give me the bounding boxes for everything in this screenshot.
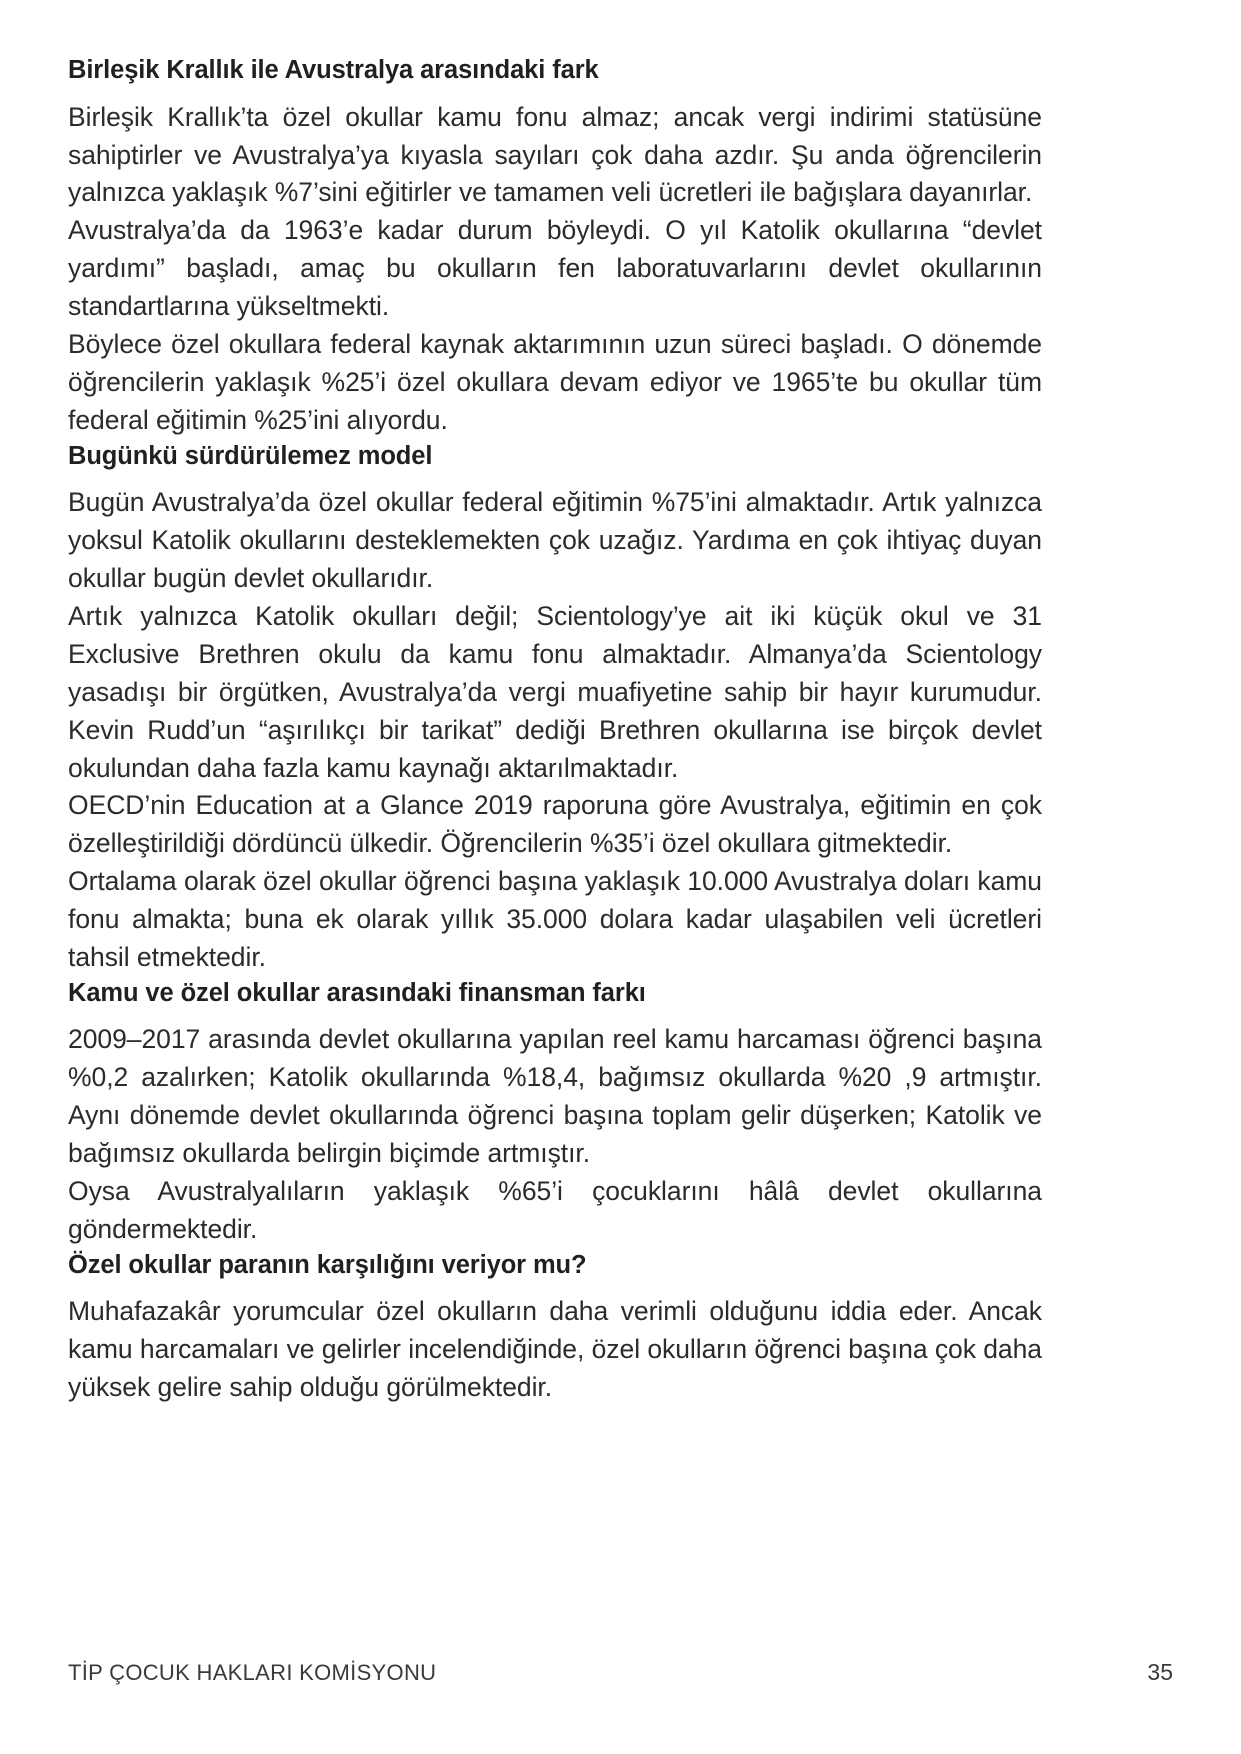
body-paragraph: Bugün Avustralya’da özel okullar federal eğitimin %75’ini almaktadır. Artık yalnızca yoksul Katolik okullarını desteklemekten çok uzağız. Yardıma en çok ihtiyaç duyan okullar bugün devlet okullarıdır. [68, 487, 1042, 594]
body-paragraph: Ortalama olarak özel okullar öğrenci başına yaklaşık 10.000 Avustralya doları kamu fonu almakta; buna ek olarak yıllık 35.000 dolara kadar ulaşabilen veli ücretleri tahsil etmektedir. [68, 866, 1042, 972]
paragraph-block [68, 212, 1042, 326]
body-paragraph: OECD’nin Education at a Glance 2019 raporuna göre Avustralya, eğitimin en çok özelleştirildiği dördüncü ülkedir. Öğrencilerin %35’i özel okullara gitmektedir. [68, 790, 1042, 859]
body-paragraph: 2009–2017 arasında devlet okullarına yapılan reel kamu harcaması öğrenci başına %0,2 azalırken; Katolik okullarında %18,4, bağımsız okullarda %20 ,9 artmıştır. Aynı dönemde devlet okullarında öğrenci başına toplam gelir düşerken; Katolik ve bağımsız okullarda belirgin biçimde artmıştır. [68, 1024, 1042, 1169]
section-heading-block [68, 440, 1042, 473]
paragraph-block [68, 1173, 1042, 1249]
section-heading: Özel okullar paranın karşılığını veriyor mu? [68, 1250, 587, 1279]
paragraph-block [68, 1021, 1042, 1173]
section-heading-block [68, 54, 1042, 87]
body-paragraph: Avustralya’da da 1963’e kadar durum böyleydi. O yıl Katolik okullarına “devlet yardımı” başladı, amaç bu okulların fen laboratuvarlarını devlet okullarının standartlarına yükseltmekti. [68, 215, 1042, 322]
page-title: Birleşik Krallık ile Avustralya arasındaki fark [68, 56, 599, 84]
section-heading-block [68, 1249, 1042, 1282]
body-paragraph: Artık yalnızca Katolik okulları değil; Scientology’ye ait iki küçük okul ve 31 Exclusive Brethren okulu da kamu fonu almaktadır. Almanya’da Scientology yasadışı bir örgütken, Avustralya’da vergi muafiyetine sahip bir hayır kurumudur. Kevin Rudd’un “aşırılıkçı bir tarikat” dediği Brethren okullarına ise birçok devlet okulundan daha fazla kamu kaynağı aktarılmaktadır. [68, 600, 1042, 783]
body-paragraph: Muhafazakâr yorumcular özel okulların daha verimli olduğunu iddia eder. Ancak kamu harcamaları ve gelirler incelendiğinde, özel okulların öğrenci başına çok daha yüksek gelire sahip olduğu görülmektedir. [68, 1296, 1042, 1403]
paragraph-block [68, 863, 1042, 977]
footer-organization: TİP ÇOCUK HAKLARI KOMİSYONU [68, 1660, 437, 1685]
paragraph-block [68, 326, 1042, 440]
section-heading: Kamu ve özel okullar arasındaki finansman farkı [68, 978, 646, 1007]
section-heading: Bugünkü sürdürülemez model [68, 441, 433, 470]
paragraph-block [68, 787, 1042, 863]
body-paragraph: Oysa Avustralyalıların yaklaşık %65’i çocuklarını hâlâ devlet okullarına göndermektedir. [68, 1176, 1042, 1244]
body-paragraph: Böylece özel okullara federal kaynak aktarımının uzun süreci başladı. O dönemde öğrencilerin yaklaşık %25’i özel okullara devam ediyor ve 1965’te bu okullar tüm federal eğitimin %25’ini alıyordu. [68, 328, 1042, 435]
section-heading-block [68, 977, 1042, 1010]
page-footer [68, 1659, 1173, 1686]
body-paragraph: Birleşik Krallık’ta özel okullar kamu fonu almaz; ancak vergi indirimi statüsüne sahiptirler ve Avustralya’ya kıyasla sayıları çok daha azdır. Şu anda öğrencilerin yalnızca yaklaşık %7’sini eğitirler ve tamamen veli ücretleri ile bağışlara dayanırlar. [68, 101, 1042, 208]
paragraph-block [68, 99, 1042, 213]
page-content [68, 48, 1042, 1407]
paragraph-block [68, 1293, 1042, 1407]
paragraph-block [68, 484, 1042, 598]
paragraph-block [68, 598, 1042, 787]
footer-page-number: 35 [1147, 1659, 1173, 1685]
